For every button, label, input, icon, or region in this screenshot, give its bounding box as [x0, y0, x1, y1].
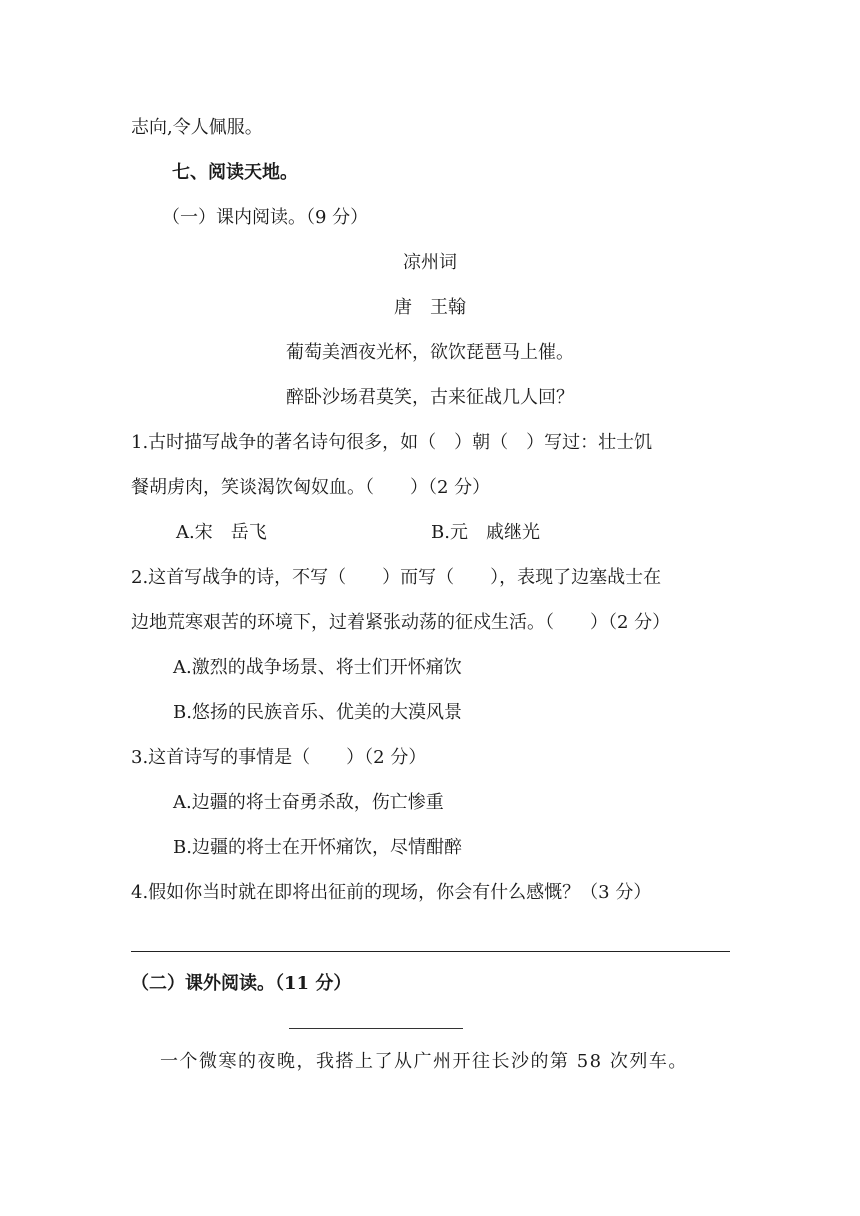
subsection-heading: （一）课内阅读。（9 分） — [162, 207, 369, 228]
poem-author: 唐 王翰 — [394, 297, 466, 318]
text-line: 志向,令人佩服。 — [131, 117, 263, 138]
poem-line-2: 醉卧沙场君莫笑，古来征战几人回？ — [286, 387, 574, 408]
question-3-option-b: B.边疆的将士在开怀痛饮，尽情酣醉 — [173, 837, 462, 858]
question-3-option-a: A.边疆的将士奋勇杀敌，伤亡惨重 — [173, 792, 444, 813]
question-2-cont: 边地荒寒艰苦的环境下，过着紧张动荡的征戍生活。（ ）（2 分） — [131, 612, 671, 633]
subsection-heading-2: （二）课外阅读。（11 分） — [131, 973, 352, 994]
poem-title: 凉州词 — [403, 252, 457, 273]
question-1-option-b: B.元 戚继光 — [431, 522, 540, 543]
question-1: 1.古时描写战争的著名诗句很多，如（ ）朝（ ）写过：壮士饥 — [131, 432, 653, 453]
question-3: 3.这首诗写的事情是（ ）（2 分） — [131, 747, 427, 768]
question-1-cont: 餐胡虏肉，笑谈渴饮匈奴血。（ ）（2 分） — [131, 477, 491, 498]
passage-line-1: 一个微寒的夜晚，我搭上了从广州开往长沙的第 58 次列车。 — [160, 1051, 688, 1072]
question-2-option-b: B.悠扬的民族音乐、优美的大漠风景 — [173, 702, 462, 723]
question-1-option-a: A.宋 岳飞 — [176, 522, 267, 543]
section-divider — [131, 951, 730, 952]
section-heading: 七、阅读天地。 — [172, 162, 298, 183]
title-blank-line — [289, 1028, 463, 1029]
poem-line-1: 葡萄美酒夜光杯，欲饮琵琶马上催。 — [286, 342, 574, 363]
question-4: 4.假如你当时就在即将出征前的现场，你会有什么感慨？（3 分） — [131, 882, 652, 903]
question-2-option-a: A.激烈的战争场景、将士们开怀痛饮 — [173, 657, 462, 678]
question-2: 2.这首写战争的诗，不写（ ）而写（ ），表现了边塞战士在 — [131, 567, 662, 588]
